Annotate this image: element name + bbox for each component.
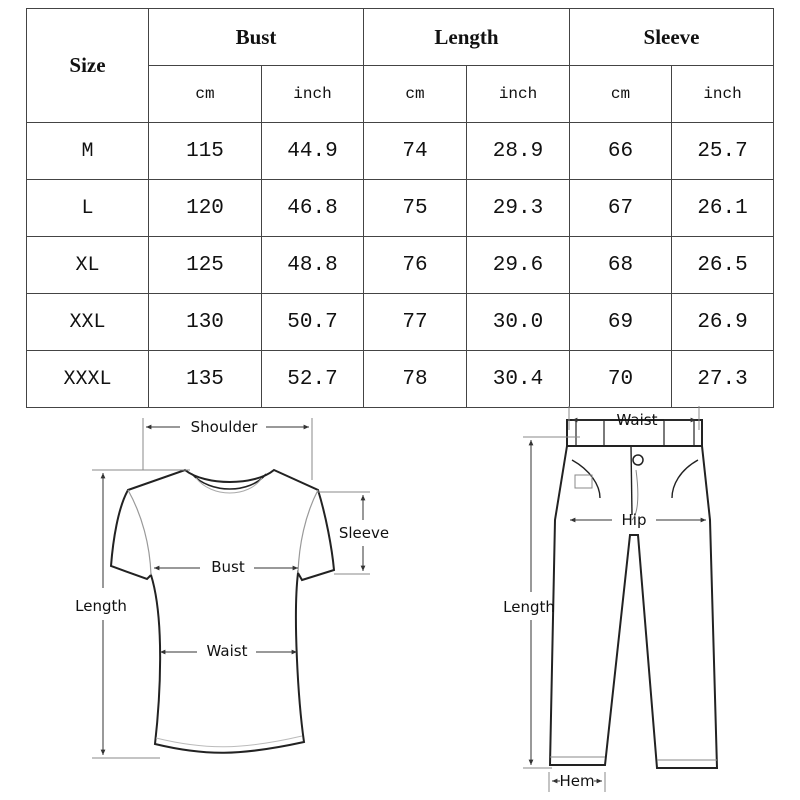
length-inch-cell: 30.0 xyxy=(467,294,570,351)
bust-inch-cell: 50.7 xyxy=(262,294,364,351)
sleeve-inch-cell: 26.1 xyxy=(672,180,774,237)
size-cell: XL xyxy=(27,237,149,294)
sleeve-inch-cell: 26.5 xyxy=(672,237,774,294)
sleeve-inch-cell: 27.3 xyxy=(672,351,774,408)
length-inch-cell: 29.3 xyxy=(467,180,570,237)
pants-length-label: Length xyxy=(503,598,555,616)
length-header: Length xyxy=(364,9,570,66)
pants-hem-label: Hem xyxy=(559,772,595,790)
size-cell: XXXL xyxy=(27,351,149,408)
pants-pocket-right xyxy=(672,460,698,498)
bust-cm-cell: 115 xyxy=(149,123,262,180)
sleeve-cm-cell: 67 xyxy=(570,180,672,237)
sleeve-cm-cell: 70 xyxy=(570,351,672,408)
tshirt-sleeve-seam-right xyxy=(298,490,318,573)
length-cm-cell: 75 xyxy=(364,180,467,237)
tshirt-length-label: Length xyxy=(75,597,127,615)
length-inch-cell: 28.9 xyxy=(467,123,570,180)
pants-illustration xyxy=(550,420,717,768)
pants-button-icon xyxy=(633,455,643,465)
sleeve-inch-cell: 25.7 xyxy=(672,123,774,180)
length-cm-cell: 78 xyxy=(364,351,467,408)
length-inch-cell: 29.6 xyxy=(467,237,570,294)
sleeve-cm-cell: 66 xyxy=(570,123,672,180)
sleeve-cm-cell: 69 xyxy=(570,294,672,351)
pants-coin-pocket xyxy=(575,475,592,488)
pants-pocket-left xyxy=(572,460,600,498)
pants-fly xyxy=(631,446,632,515)
bust-cm-cell: 120 xyxy=(149,180,262,237)
bust-inch-cell: 44.9 xyxy=(262,123,364,180)
unit-inch: inch xyxy=(672,66,774,123)
tshirt-measure-lines xyxy=(92,418,370,758)
sleeve-inch-cell: 26.9 xyxy=(672,294,774,351)
tshirt-bust-label: Bust xyxy=(211,558,245,576)
bust-cm-cell: 135 xyxy=(149,351,262,408)
bust-inch-cell: 52.7 xyxy=(262,351,364,408)
bust-inch-cell: 48.8 xyxy=(262,237,364,294)
pants-outline xyxy=(550,446,717,768)
sleeve-header: Sleeve xyxy=(570,9,774,66)
tshirt-sleeve-label: Sleeve xyxy=(338,524,390,542)
size-cell: L xyxy=(27,180,149,237)
unit-cm: cm xyxy=(570,66,672,123)
bust-cm-cell: 125 xyxy=(149,237,262,294)
unit-cm: cm xyxy=(364,66,467,123)
pants-hip-label: Hip xyxy=(621,511,647,529)
size-cell: M xyxy=(27,123,149,180)
unit-inch: inch xyxy=(467,66,570,123)
tshirt-illustration xyxy=(111,470,334,753)
size-header: Size xyxy=(27,9,149,123)
tshirt-outline xyxy=(111,470,334,753)
length-cm-cell: 77 xyxy=(364,294,467,351)
length-inch-cell: 30.4 xyxy=(467,351,570,408)
unit-inch: inch xyxy=(262,66,364,123)
sleeve-cm-cell: 68 xyxy=(570,237,672,294)
bust-header: Bust xyxy=(149,9,364,66)
pants-waist-label: Waist xyxy=(616,411,658,429)
unit-cm: cm xyxy=(149,66,262,123)
tshirt-hem-stitch xyxy=(156,736,302,747)
size-cell: XXL xyxy=(27,294,149,351)
tshirt-waist-label: Waist xyxy=(206,642,248,660)
bust-cm-cell: 130 xyxy=(149,294,262,351)
tshirt-shoulder-label: Shoulder xyxy=(190,418,258,436)
length-cm-cell: 74 xyxy=(364,123,467,180)
length-cm-cell: 76 xyxy=(364,237,467,294)
bust-inch-cell: 46.8 xyxy=(262,180,364,237)
tshirt-sleeve-seam-left xyxy=(128,490,151,575)
